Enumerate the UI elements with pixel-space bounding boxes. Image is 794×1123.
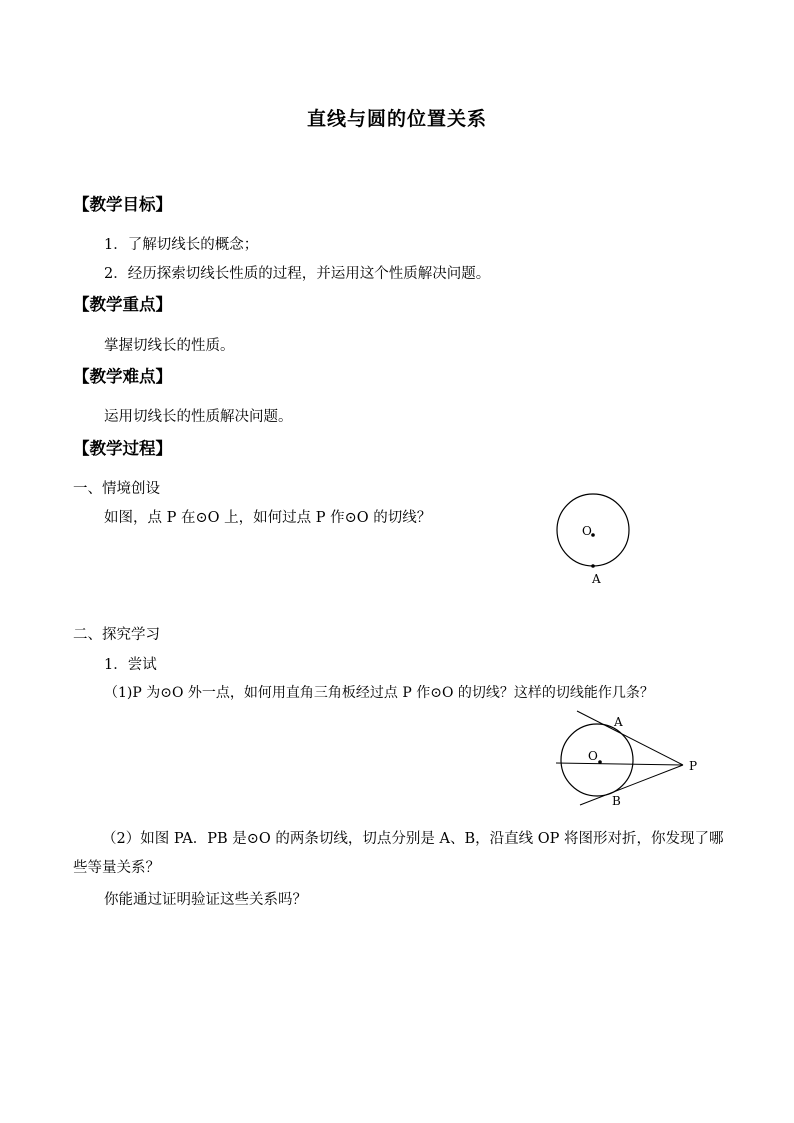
circle-shape <box>557 494 629 566</box>
key-points-heading: 【教学重点】 <box>73 295 172 314</box>
difficulty-text: 运用切线长的性质解决问题。 <box>104 409 293 425</box>
process-heading: 【教学过程】 <box>73 439 172 458</box>
label-o: O <box>588 749 598 763</box>
label-p: P <box>689 759 698 773</box>
section-1-text: 如图，点 P 在⊙O 上，如何过点 P 作⊙O 的切线？ <box>104 510 432 526</box>
difficulty-heading: 【教学难点】 <box>73 367 172 386</box>
label-a: A <box>614 715 623 729</box>
point-a-dot <box>591 564 595 568</box>
section-2-heading: 二、探究学习 <box>73 627 160 643</box>
question-3: 你能通过证明验证这些关系吗？ <box>104 892 307 908</box>
page-title: 直线与圆的位置关系 <box>306 108 487 130</box>
figure-tangents <box>550 708 710 812</box>
objective-item-2: 2．经历探索切线长性质的过程，并运用这个性质解决问题。 <box>104 266 491 282</box>
section-2-item-1: 1．尝试 <box>104 657 157 673</box>
center-dot <box>598 760 602 764</box>
label-o: O <box>582 524 592 538</box>
question-2: （2）如图 PA．PB 是⊙O 的两条切线，切点分别是 A、B，沿直线 OP 将图形对折，你发现了哪些等量关系？ <box>73 831 724 876</box>
objectives-heading: 【教学目标】 <box>73 195 172 214</box>
label-a: A <box>592 572 601 586</box>
question-1: （1)P 为⊙O 外一点，如何用直角三角板经过点 P 作⊙O 的切线？这样的切线能作几条？ <box>104 685 654 701</box>
key-points-text: 掌握切线长的性质。 <box>104 338 235 354</box>
line-op <box>556 763 683 765</box>
objective-item-1: 1．了解切线长的概念； <box>104 237 259 253</box>
figure-circle-point <box>548 492 638 588</box>
section-1-heading: 一、情境创设 <box>73 481 160 497</box>
label-b: B <box>612 794 621 808</box>
